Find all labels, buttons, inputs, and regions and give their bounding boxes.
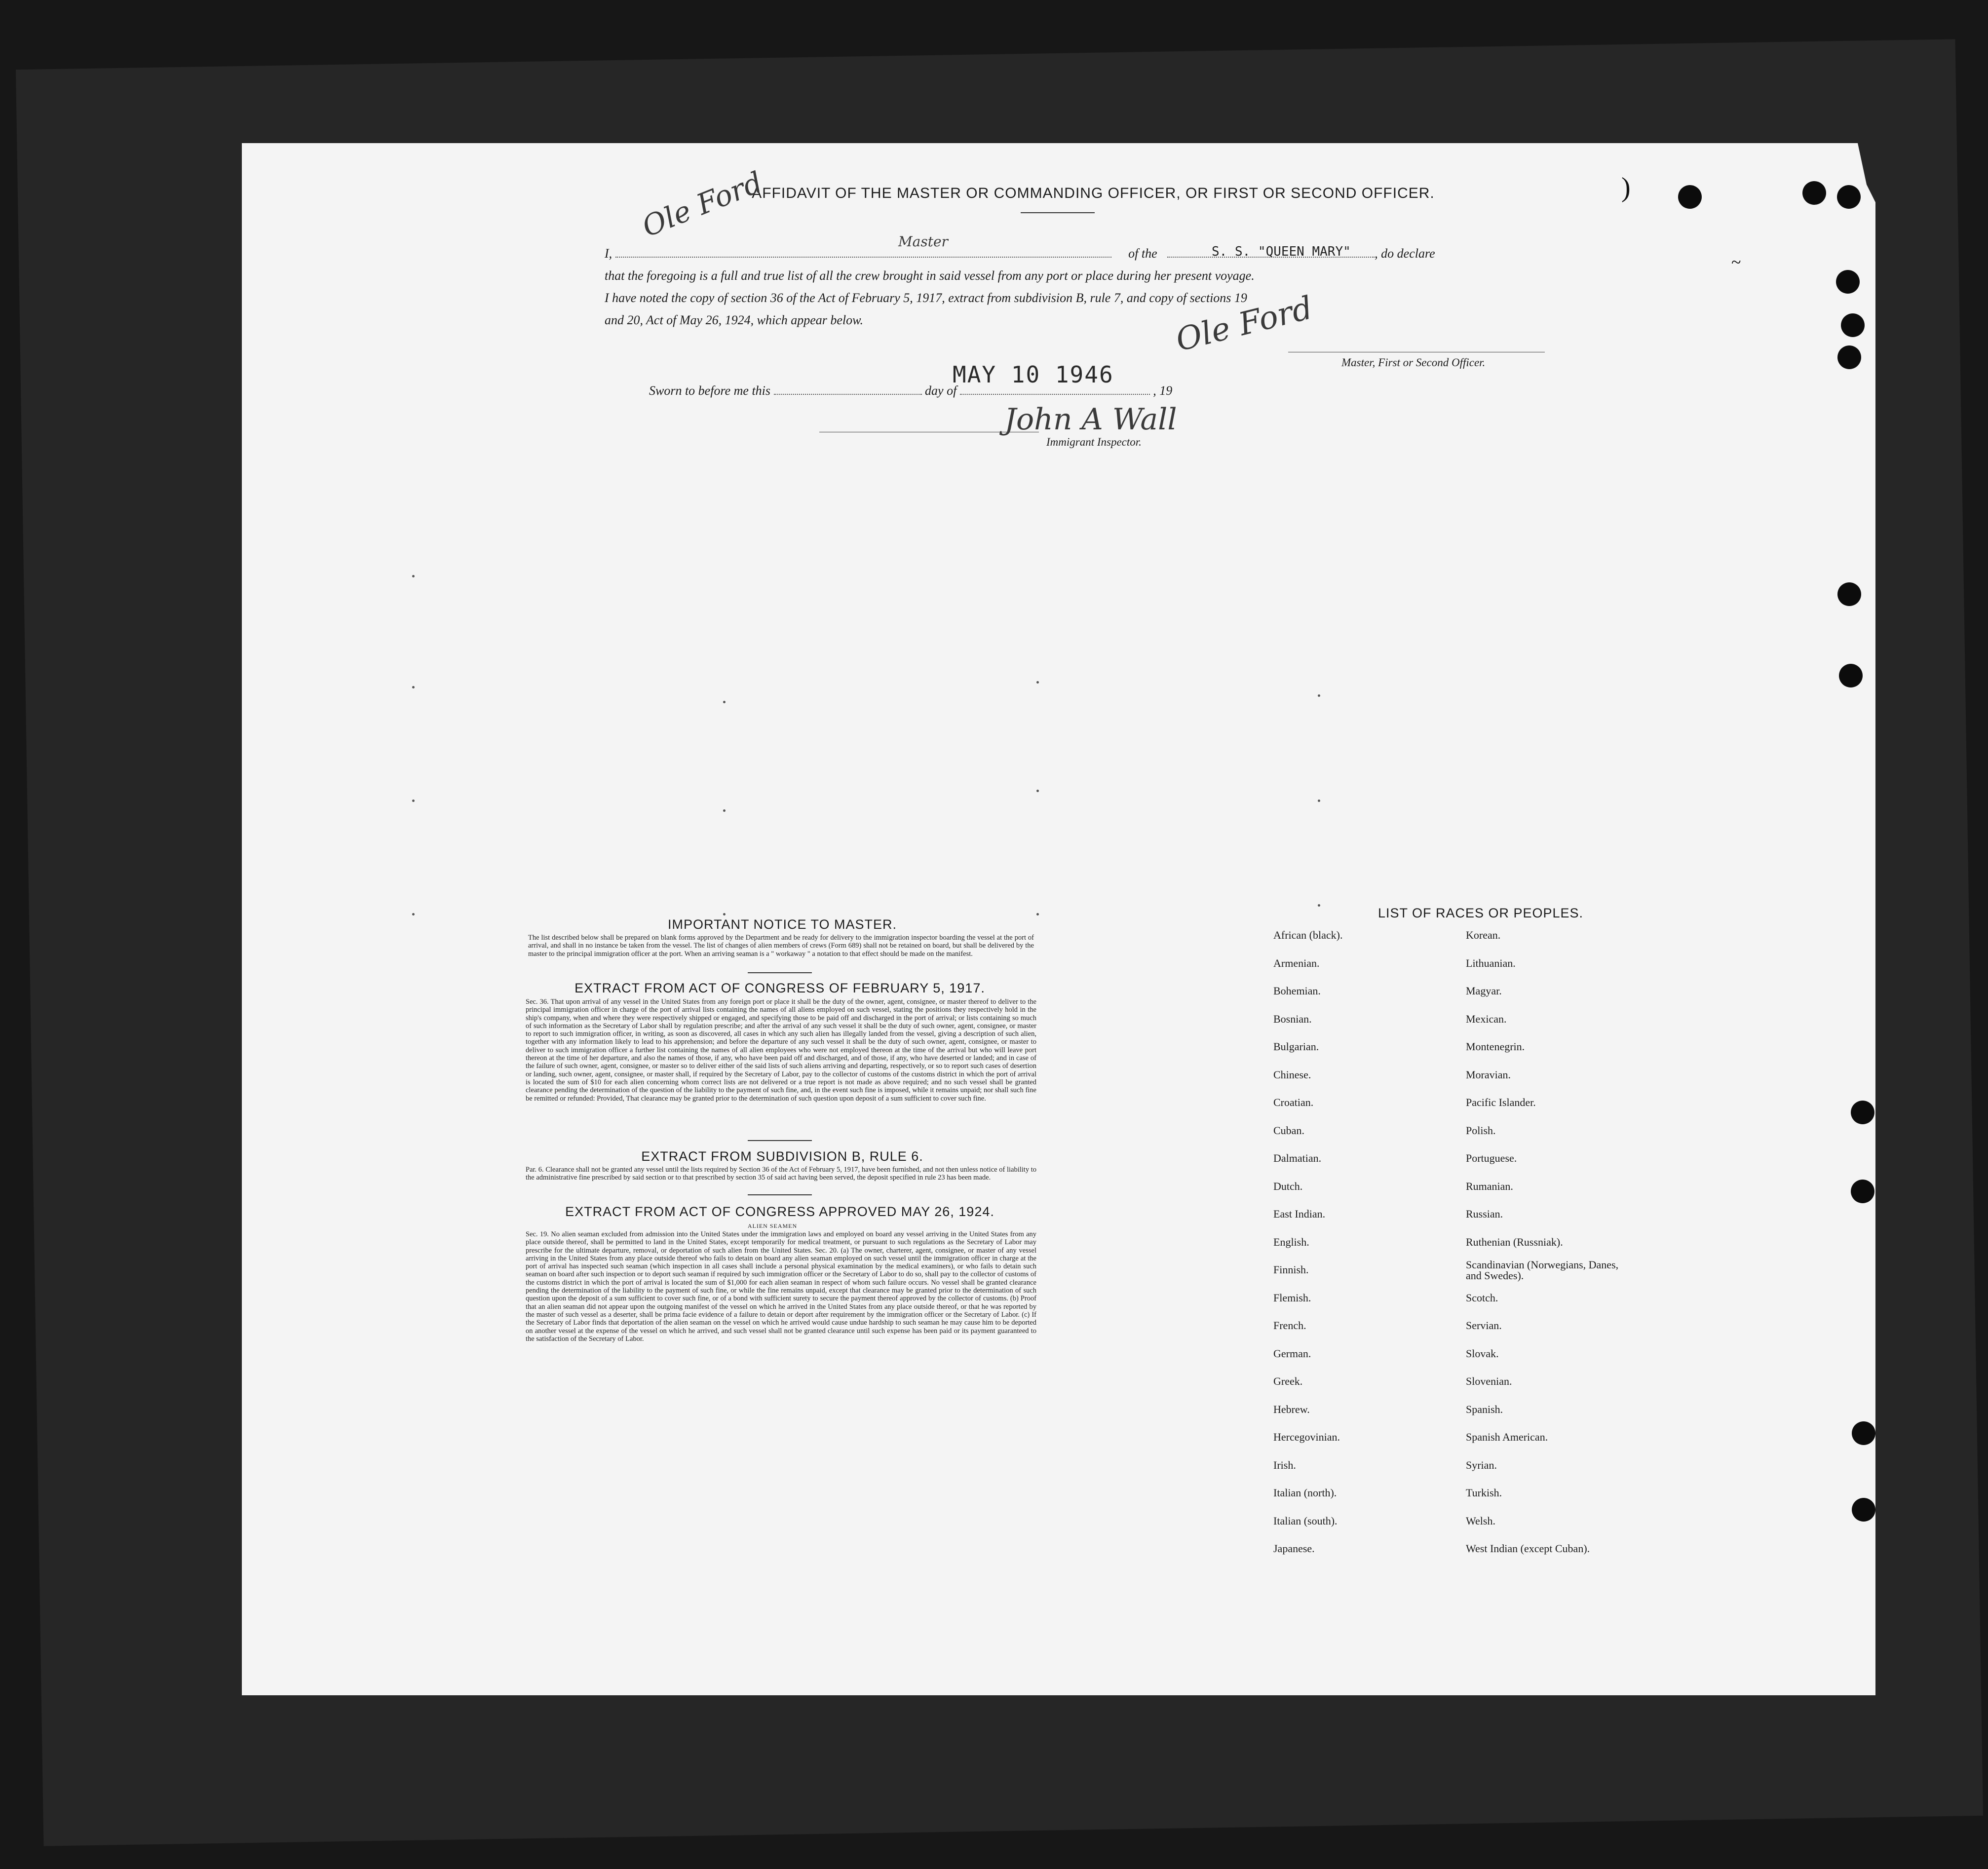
- race-item: Magyar.: [1466, 985, 1502, 997]
- sworn-label: Sworn to before me this: [649, 383, 771, 398]
- rule-6-title: EXTRACT FROM SUBDIVISION B, RULE 6.: [641, 1149, 923, 1164]
- column-dot: [412, 575, 415, 577]
- column-dot: [1036, 681, 1039, 684]
- punch-hole: [1851, 1101, 1874, 1124]
- declaration-line-1: [605, 242, 1523, 266]
- race-item: Dalmatian.: [1273, 1152, 1322, 1164]
- declaration-line-4: and 20, Act of May 26, 1924, which appear below.: [605, 313, 864, 327]
- punch-hole: [1839, 664, 1863, 687]
- master-signature-1: Ole Ford: [637, 165, 767, 244]
- column-dot: [1036, 790, 1039, 792]
- race-item: Ruthenian (Russniak).: [1466, 1235, 1563, 1248]
- race-item: Spanish.: [1466, 1403, 1503, 1415]
- act-1924-subtitle: ALIEN SEAMEN: [747, 1222, 798, 1229]
- document-page: [242, 143, 1875, 1695]
- race-item: East Indian.: [1273, 1208, 1326, 1220]
- punch-hole: [1841, 313, 1865, 337]
- race-item: Turkish.: [1466, 1487, 1502, 1499]
- section-rule: [748, 972, 812, 973]
- race-item: Bulgarian.: [1273, 1040, 1319, 1053]
- race-item: Mexican.: [1466, 1012, 1507, 1025]
- scan-mark: ~: [1731, 252, 1741, 272]
- column-dot: [1318, 800, 1320, 802]
- race-item: Chinese.: [1273, 1068, 1311, 1081]
- column-dot: [1036, 913, 1039, 915]
- race-item: Polish.: [1466, 1124, 1496, 1137]
- punch-hole: [1678, 185, 1702, 209]
- important-notice-title: IMPORTANT NOTICE TO MASTER.: [667, 917, 897, 932]
- master-signature-2: Ole Ford: [1172, 289, 1316, 359]
- title-rule: [1021, 212, 1095, 213]
- punch-hole: [1852, 1498, 1875, 1522]
- race-item: West Indian (except Cuban).: [1466, 1542, 1590, 1555]
- race-item: Armenian.: [1273, 956, 1320, 969]
- rank-handwritten: Master: [898, 233, 948, 250]
- race-item: Japanese.: [1273, 1542, 1315, 1555]
- do-declare-label: , do declare: [1375, 246, 1435, 261]
- race-item: Montenegrin.: [1466, 1040, 1525, 1053]
- punch-hole: [1837, 582, 1861, 606]
- races-title: LIST OF RACES OR PEOPLES.: [1377, 906, 1584, 920]
- race-item: Portuguese.: [1466, 1152, 1517, 1164]
- inspector-caption: Immigrant Inspector.: [1046, 436, 1142, 448]
- column-dot: [412, 800, 415, 802]
- race-item: Korean.: [1466, 929, 1501, 941]
- i-label: I,: [605, 246, 612, 261]
- act-1917-title: EXTRACT FROM ACT OF CONGRESS OF FEBRUARY 5, 1917.: [574, 981, 985, 995]
- punch-hole: [1851, 1180, 1874, 1203]
- act-1917-body: Sec. 36. That upon arrival of any vessel in the United States from any foreign port or place it shall be the duty of the owner, agent, consignee, or master thereof to deliver to the principal immigration officer in charge of the port of arrival lists containing the names of all aliens employed on such vessel, stating the positions they respectively hold in the ship's company, when and where they were respectively shipped or engaged, and specifying those to be paid off and discharged in the port of arrival; or lists containing so much of such information as the Secretary of Labor shall by regulation prescribe; and after the arrival of any such vessel it shall be the duty of such owner, agent, consignee, or master to report to such immigration officer, in writing, as soon as discovered, all cases in which any such alien has illegally landed from the vessel, giving a description of such alien, together with any information likely to lead to his apprehension; and before the departure of any such vessel it shall be the duty of such owner, agent, consignee, or master to deliver to such immigration officer a further list containing the names of all alien employees who were not employed thereon at the time of the arrival but who will leave port thereon at the time of her departure, and also the names of those, if any, who have been paid off and discharged, and of those, if any, who have deserted or landed; and in case of the failure of such owner, agent, consignee, or master so to deliver either of the said lists of such aliens arriving and departing, respectively, or so to report such cases of desertion or landing, such owner, agent, consignee, or master shall, if required by the Secretary of Labor, pay to the collector of customs of the customs district in which the port of arrival is located the sum of $10 for each alien concerning whom correct lists are not delivered or a true report is not made as above required; and no such vessel shall be granted clearance pending the determination of the question of the liability to the payment of such fine, and, in the event such fine is imposed, while it remains unpaid; nor shall such fine be remitted or refunded: Provided, That clearance may be granted prior to the determination of such question upon deposit of a sum sufficient to cover such fine.: [526, 998, 1036, 1103]
- of-the-label: of the: [1128, 246, 1157, 261]
- race-item: Bohemian.: [1273, 985, 1321, 997]
- signer-caption: Master, First or Second Officer.: [1341, 356, 1486, 369]
- race-item: Lithuanian.: [1466, 956, 1516, 969]
- day-of-label: day of: [925, 383, 957, 398]
- race-item: Flemish.: [1273, 1291, 1311, 1304]
- section-rule: [748, 1194, 812, 1195]
- race-item: Bosnian.: [1273, 1012, 1312, 1025]
- race-item: Finnish.: [1273, 1263, 1309, 1276]
- declaration-line-3: I have noted the copy of section 36 of the Act of February 5, 1917, extract from subdivision B, rule 7, and copy of sections 19: [605, 291, 1247, 305]
- race-item: Moravian.: [1466, 1068, 1511, 1081]
- race-item: Spanish American.: [1466, 1431, 1548, 1443]
- rule-6-body: Par. 6. Clearance shall not be granted any vessel until the lists required by Section 36 of the Act of February 5, 1917, have been furnished, and not then unless notice of liability to the administrative fine prescribed by said section or to that prescribed by section 35 of said act having been served, the deposit specified in rule 23 has been made.: [526, 1166, 1036, 1182]
- act-1924-title: EXTRACT FROM ACT OF CONGRESS APPROVED MAY 26, 1924.: [565, 1204, 994, 1219]
- race-item: Slovenian.: [1466, 1375, 1512, 1387]
- race-item: African (black).: [1273, 929, 1343, 941]
- column-dot: [1318, 694, 1320, 697]
- race-item: Irish.: [1273, 1458, 1296, 1471]
- race-item: French.: [1273, 1319, 1306, 1332]
- race-item: Welsh.: [1466, 1514, 1495, 1527]
- day-blank: [774, 383, 922, 395]
- affidavit-title: AFFIDAVIT OF THE MASTER OR COMMANDING OFFICER, OR FIRST OR SECOND OFFICER.: [752, 185, 1435, 201]
- punch-hole: [1837, 345, 1861, 369]
- race-item: Syrian.: [1466, 1458, 1497, 1471]
- race-item: English.: [1273, 1235, 1309, 1248]
- race-item: Rumanian.: [1466, 1180, 1513, 1192]
- vessel-name: S. S. "QUEEN MARY": [1212, 244, 1351, 259]
- inspector-signature: John A Wall: [1004, 402, 1177, 437]
- race-item: Russian.: [1466, 1208, 1503, 1220]
- punch-hole: [1802, 181, 1826, 205]
- column-dot: [412, 686, 415, 688]
- race-item: Hebrew.: [1273, 1403, 1310, 1415]
- punch-hole: [1852, 1421, 1875, 1445]
- race-item: German.: [1273, 1347, 1311, 1360]
- punch-hole: [1837, 185, 1861, 209]
- important-notice-body: The list described below shall be prepared on blank forms approved by the Department and be ready for delivery to the immigration inspector boarding the vessel at the port of arrival, and shall in no instance be taken from the vessel. The list of changes of alien members of crews (Form 689) shall not be retained on board, but shall be delivered by the master to the principal immigration officer at the port. When an arriving seaman is a " workaway " a notation to that effect should be made on the manifest.: [528, 934, 1034, 958]
- column-dot: [723, 809, 726, 812]
- race-item: Croatian.: [1273, 1096, 1314, 1108]
- act-1924-body: Sec. 19. No alien seaman excluded from admission into the United States under the immigration laws and employed on board any vessel arriving in the United States from any place outside thereof, shall be permitted to land in the United States, except temporarily for medical treatment, or pursuant to such regulations as the Secretary of Labor may prescribe for the ultimate departure, removal, or deportation of such alien from the United States. Sec. 20. (a) The owner, charterer, agent, consignee, or master of any vessel arriving in the United States from any place outside thereof who fails to detain on board any alien seaman employed on such vessel until the immigration officer in charge at the port of arrival has inspected such seaman (which inspection in all cases shall include a personal physical examination by the medical examiners), or who fails to detain such seaman on board after such inspection or to deport such seaman if required by such immigration officer or the Secretary of Labor to do so, shall pay to the collector of customs of the customs district in which the port of arrival is located the sum of $1,000 for each alien seaman in respect of whom such failure occurs. No vessel shall be granted clearance pending the determination of the liability to the payment of such fine, or while the fine remains unpaid, except that clearance may be granted prior to the determination of such question upon the deposit of a sum sufficient to cover such fine, or of a bond with sufficient surety to secure the payment thereof approved by the collector of customs. (b) Proof that an alien seaman did not appear upon the outgoing manifest of the vessel on which he arrived in the United States from any place outside thereof, or that he was reported by the master of such vessel as a deserter, shall be prima facie evidence of a failure to detain or deport after requirement by the immigration officer or the Secretary of Labor. (c) If the Secretary of Labor finds that deportation of the alien seaman on the vessel on which he arrived would cause undue hardship to such seaman he may cause him to be deported on another vessel at the expense of the vessel on which he arrived, and such vessel shall not be granted clearance until such expense has been paid or its payment guaranteed to the satisfaction of the Secretary of Labor.: [526, 1230, 1036, 1343]
- column-dot: [723, 913, 726, 915]
- race-item: Scandinavian (Norwegians, Danes, and Swedes).: [1466, 1259, 1619, 1282]
- scan-mark: ): [1621, 172, 1631, 203]
- race-item: Cuban.: [1273, 1124, 1304, 1137]
- date-stamp: MAY 10 1946: [953, 361, 1114, 388]
- race-item: Servian.: [1466, 1319, 1502, 1332]
- race-item: Slovak.: [1466, 1347, 1499, 1360]
- race-item: Italian (south).: [1273, 1514, 1338, 1527]
- year-suffix: , 19: [1153, 383, 1173, 398]
- race-item: Scotch.: [1466, 1291, 1498, 1304]
- race-item: Pacific Islander.: [1466, 1096, 1536, 1108]
- race-item: Greek.: [1273, 1375, 1303, 1387]
- name-blank: [615, 246, 1111, 258]
- race-item: Hercegovinian.: [1273, 1431, 1340, 1443]
- race-item: Dutch.: [1273, 1180, 1303, 1192]
- column-dot: [723, 701, 726, 703]
- race-item: Italian (north).: [1273, 1487, 1337, 1499]
- column-dot: [1318, 904, 1320, 907]
- column-dot: [412, 913, 415, 915]
- section-rule: [748, 1140, 812, 1141]
- declaration-line-2: that the foregoing is a full and true list of all the crew brought in said vessel from any port or place during her present voyage.: [605, 268, 1255, 283]
- punch-hole: [1836, 270, 1860, 294]
